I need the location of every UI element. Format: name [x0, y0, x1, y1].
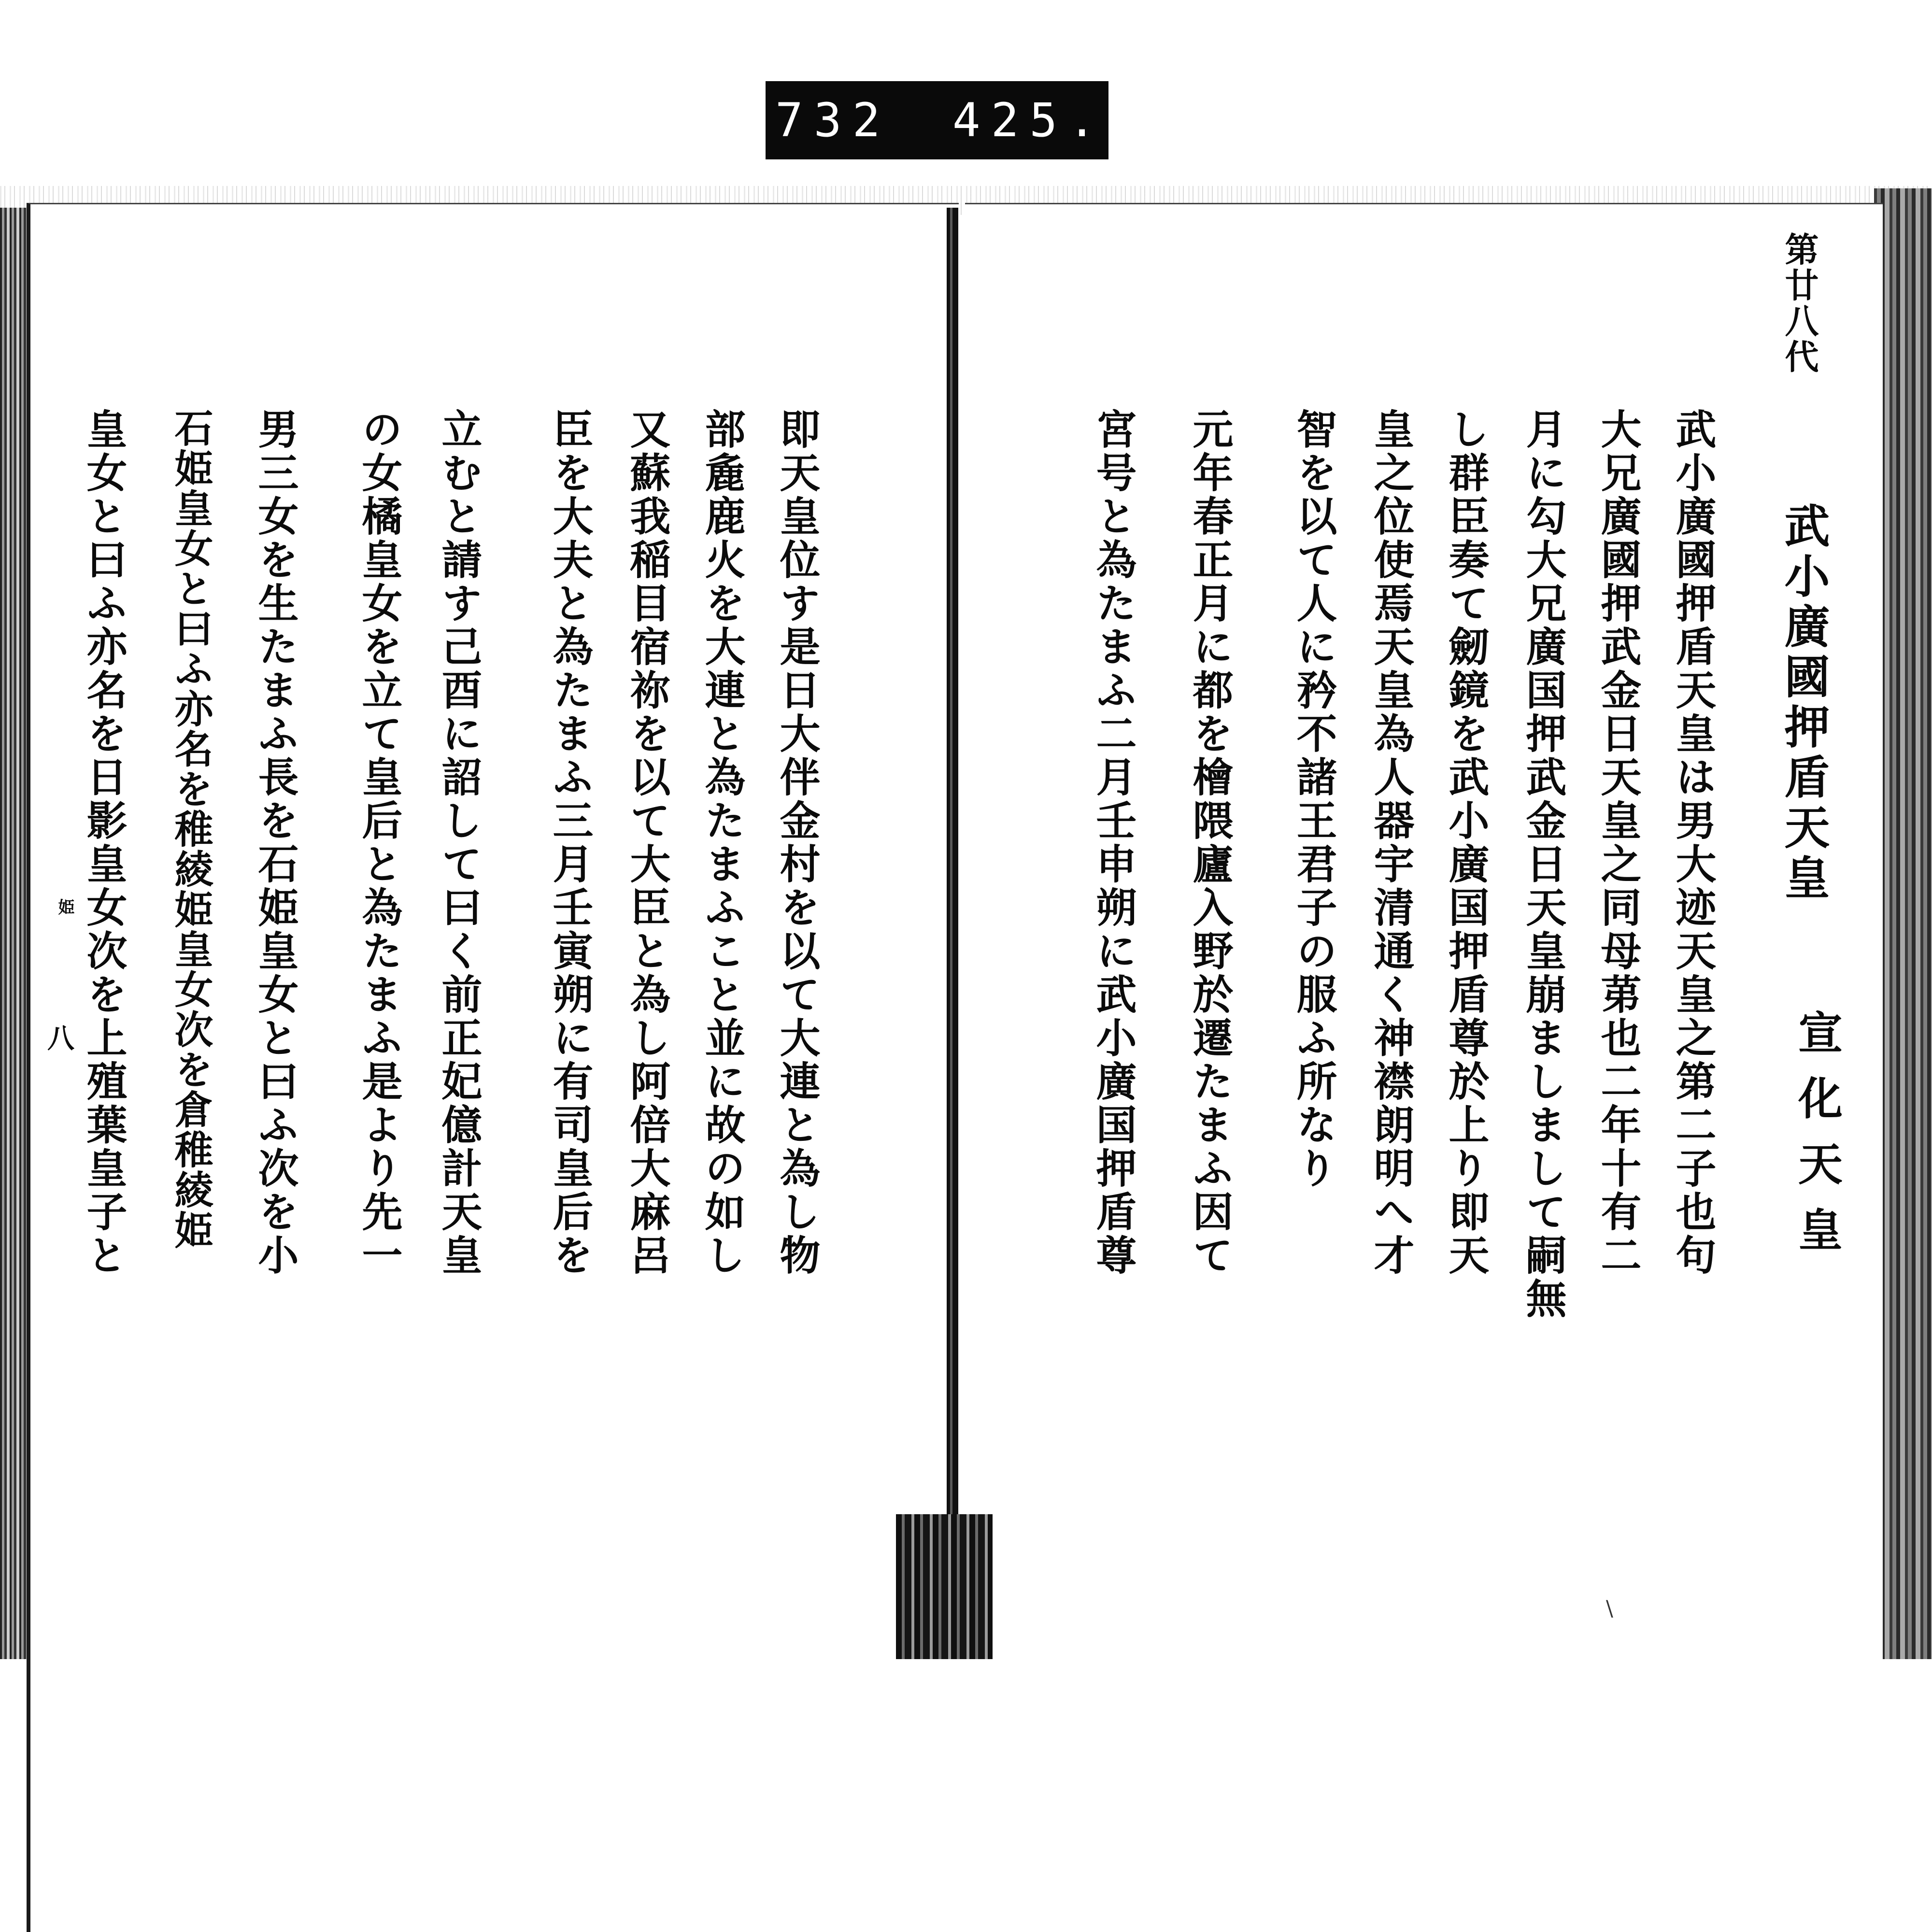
left-text-column-3: 又蘇我稲目宿祢を以て大臣と為し阿倍大麻呂: [624, 408, 671, 1278]
emperor-heading: 武小廣國押盾天皇: [1776, 502, 1830, 904]
right-text-column-7: 元年春正月に都を檜隈廬入野於遷たまふ因て: [1186, 408, 1234, 1278]
right-text-column-6: 智を以て人に矜不諸王君子の服ふ所なり: [1290, 408, 1338, 1191]
left-text-column-5: 立むと請す己酉に詔して曰く前正妃億計天皇: [435, 408, 483, 1278]
right-text-column-5: 皇之位使焉天皇為人器宇清通く神襟朗明へ才: [1367, 408, 1415, 1278]
catalog-number-right: 425.: [952, 93, 1107, 147]
foot-mark: \: [1606, 1596, 1613, 1621]
right-book-edge: [1874, 188, 1932, 1659]
catalog-label: [766, 81, 1108, 159]
left-text-column-2: 部麁鹿火を大連と為たまふこと並に故の如し: [698, 408, 746, 1278]
left-text-column-8: 石姫皇女と曰ふ亦名を稚綾姫皇女次を倉稚綾姫: [168, 408, 213, 1250]
reign-number: 第廿八代: [1779, 232, 1819, 375]
right-text-column-8: 宮号と為たまふ二月壬申朔に武小廣国押盾尊: [1090, 408, 1137, 1278]
catalog-number-left: 732: [775, 93, 891, 147]
page-number: 八: [43, 1024, 75, 1051]
left-text-column-9: 皇女と曰ふ亦名を日影皇女次を上殖葉皇子と: [80, 408, 128, 1278]
book-gutter-bottom: [896, 1514, 993, 1659]
margin-note: 姫: [55, 898, 74, 915]
left-text-column-7: 男三女を生たまふ長を石姫皇女と曰ふ次を小: [252, 408, 299, 1278]
left-text-column-1: 即天皇位す是日大伴金村を以て大連と為し物: [773, 408, 821, 1278]
right-text-column-1: 武小廣國押盾天皇は男大迹天皇之第二子也句: [1669, 408, 1717, 1278]
right-text-column-3: 月に勾大兄廣国押武金日天皇崩ましまして嗣無: [1520, 408, 1567, 1321]
right-text-column-2: 大兄廣國押武金日天皇之同母苐也二年十有二: [1594, 408, 1642, 1278]
emperor-sub-heading: 宣化天皇: [1791, 1009, 1843, 1272]
left-text-column-4: 臣を大夫と為たまふ三月壬寅朔に有司皇后を: [546, 408, 594, 1278]
book-gutter: [947, 208, 958, 1541]
left-text-column-6: の女橘皇女を立て皇后と為たまふ是より先一: [355, 408, 403, 1278]
left-book-edge: [0, 208, 27, 1659]
right-text-column-4: し群臣奏て劒鏡を武小廣国押盾尊於上り即天: [1442, 408, 1490, 1278]
